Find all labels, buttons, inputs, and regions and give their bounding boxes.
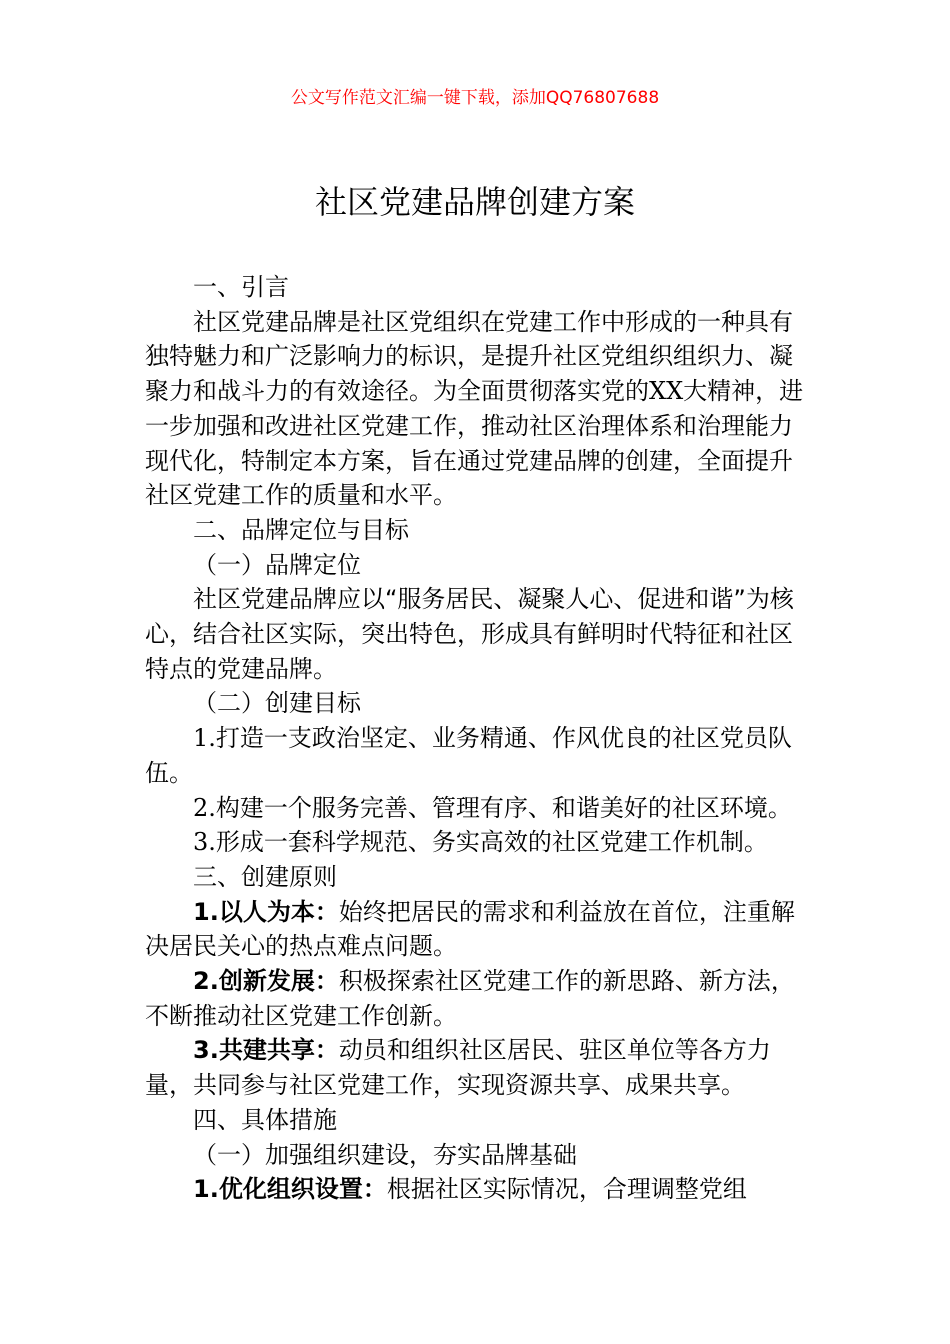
principle-item-lead: 3.共建共享： <box>193 1036 339 1065</box>
measure-item-text: 根据社区实际情况，合理调整党组 <box>386 1175 747 1204</box>
goal-item <box>145 721 815 790</box>
measure-item <box>145 1172 815 1207</box>
section-1-heading: 一、引言 <box>193 273 289 301</box>
goal-item-number: 1. <box>193 724 216 753</box>
goal-item-text: 形成一套科学规范、务实高效的社区党建工作机制。 <box>215 828 768 857</box>
section-1-paragraph <box>145 305 815 513</box>
principle-item <box>145 964 815 1033</box>
goal-item <box>145 791 815 826</box>
principle-item-lead: 2.创新发展： <box>193 967 339 996</box>
download-note: 公文写作范文汇编一键下载，添加QQ76807688 <box>290 88 660 108</box>
principle-item-text: 积极探索社区党建工作的新思路、新方法，不断推动社区党建工作创新。 <box>145 967 795 1030</box>
principle-item-lead: 1.以人为本： <box>193 897 339 926</box>
goal-item-number: 2. <box>193 793 216 822</box>
principle-item <box>145 1033 815 1102</box>
goal-item <box>145 825 815 860</box>
section-4-sub-1-heading: （一）加强组织建设，夯实品牌基础 <box>193 1140 577 1169</box>
document-title: 社区党建品牌创建方案 <box>314 183 635 221</box>
section-2-heading: 二、品牌定位与目标 <box>193 515 409 544</box>
goal-item-number: 3. <box>193 828 216 857</box>
document-body <box>145 270 815 1207</box>
section-2-sub-1-heading: （一）品牌定位 <box>193 550 361 579</box>
goal-item-text: 构建一个服务完善、管理有序、和谐美好的社区环境。 <box>215 793 792 822</box>
section-1-text-b: 大精神，进一步加强和改进社区党建工作，推动社区治理体系和治理能力现代化，特制定本方案，旨在通过党建品牌的创建，全面提升社区党建工作的质量和水平。 <box>145 377 804 510</box>
section-1-text-latin: XX <box>649 377 684 406</box>
principle-item-text: 始终把居民的需求和利益放在首位，注重解决居民关心的热点难点问题。 <box>145 897 795 961</box>
goal-item-text: 打造一支政治坚定、业务精通、作风优良的社区党员队伍。 <box>145 724 792 787</box>
measure-item-lead: 1.优化组织设置： <box>193 1175 387 1204</box>
principle-item-text: 动员和组织社区居民、驻区单位等各方力量，共同参与社区党建工作，实现资源共享、成果共享。 <box>145 1036 771 1100</box>
section-4-heading: 四、具体措施 <box>193 1105 337 1134</box>
section-3-heading: 三、创建原则 <box>193 862 337 891</box>
principle-item <box>145 895 815 964</box>
section-2-sub-2-heading: （二）创建目标 <box>193 689 361 718</box>
section-2-sub-1-text: 社区党建品牌应以“服务居民、凝聚人心、促进和谐”为核心，结合社区实际，突出特色，形成具有鲜明时代特征和社区特点的党建品牌。 <box>145 585 794 683</box>
section-1-text-a: 社区党建品牌是社区党组织在党建工作中形成的一种具有独特魅力和广泛影响力的标识，是提升社区党组织组织力、凝聚力和战斗力的有效途径。为全面贯彻落实党的 <box>145 307 793 406</box>
